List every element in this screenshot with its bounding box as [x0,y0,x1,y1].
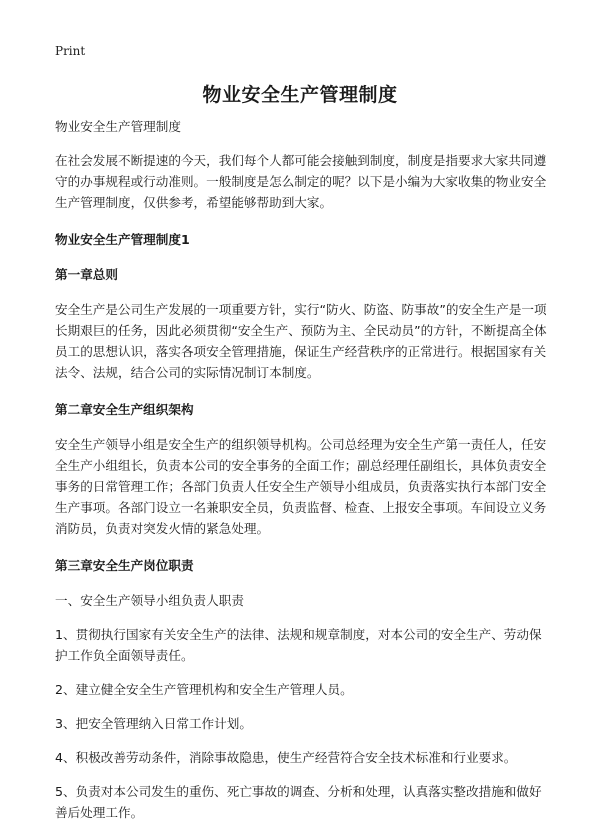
chapter-3-title: 第三章安全生产岗位职责 [55,558,194,573]
document-body [55,116,550,836]
intro-paragraph: 在社会发展不断提速的今天，我们每个人都可能会接触到制度，制度是指要求大家共同遵守的办事规程或行动准则。一般制度是怎么制定的呢？以下是小编为大家收集的物业安全生产管理制度，仅供参考，希望能够帮助到大家。 [55,153,547,210]
chapter-1-text: 安全生产是公司生产发展的一项重要方针，实行“防火、防盗、防事故”的安全生产是一项长期艰巨的任务，因此必须贯彻“安全生产、预防为主、全民动员”的方针，不断提高全体员工的思想认识，落实各项安全管理措施，保证生产经营秩序的正常进行。根据国家有关法令、法规，结合公司的实际情况制订本制度。 [55,302,547,380]
chapter-2-text: 安全生产领导小组是安全生产的组织领导机构。公司总经理为安全生产第一责任人，任安全生产小组组长，负责本公司的安全事务的全面工作；副总经理任副组长，具体负责安全事务的日常管理工作；各部门负责人任安全生产领导小组成员，负责落实执行本部门安全生产事项。各部门设立一名兼职安全员，负责监督、检查、上报安全事项。车间设立义务消防员，负责对突发火情的紧急处理。 [55,437,547,536]
duty-item-1: 1、贯彻执行国家有关安全生产的法律、法规和规章制度，对本公司的安全生产、劳动保护工作负全面领导责任。 [55,627,542,663]
document-subtitle: 物业安全生产管理制度 [55,119,181,134]
print-link[interactable]: Print [55,44,86,58]
duty-item-4: 4、积极改善劳动条件，消除事故隐患，使生产经营符合安全技术标准和行业要求。 [55,750,517,765]
duty-item-2: 2、建立健全安全生产管理机构和安全生产管理人员。 [55,682,353,697]
page-title: 物业安全生产管理制度 [202,84,398,106]
chapter-1-title: 第一章总则 [55,267,118,282]
chapter-3-subheading: 一、安全生产领导小组负责人职责 [55,593,244,608]
chapter-2-title: 第二章安全生产组织架构 [55,402,194,417]
duty-item-5: 5、负责对本公司发生的重伤、死亡事故的调查、分析和处理，认真落实整改措施和做好善后处理工作。 [55,784,542,820]
duty-item-3: 3、把安全管理纳入日常工作计划。 [55,716,252,731]
section-title: 物业安全生产管理制度1 [55,232,190,247]
